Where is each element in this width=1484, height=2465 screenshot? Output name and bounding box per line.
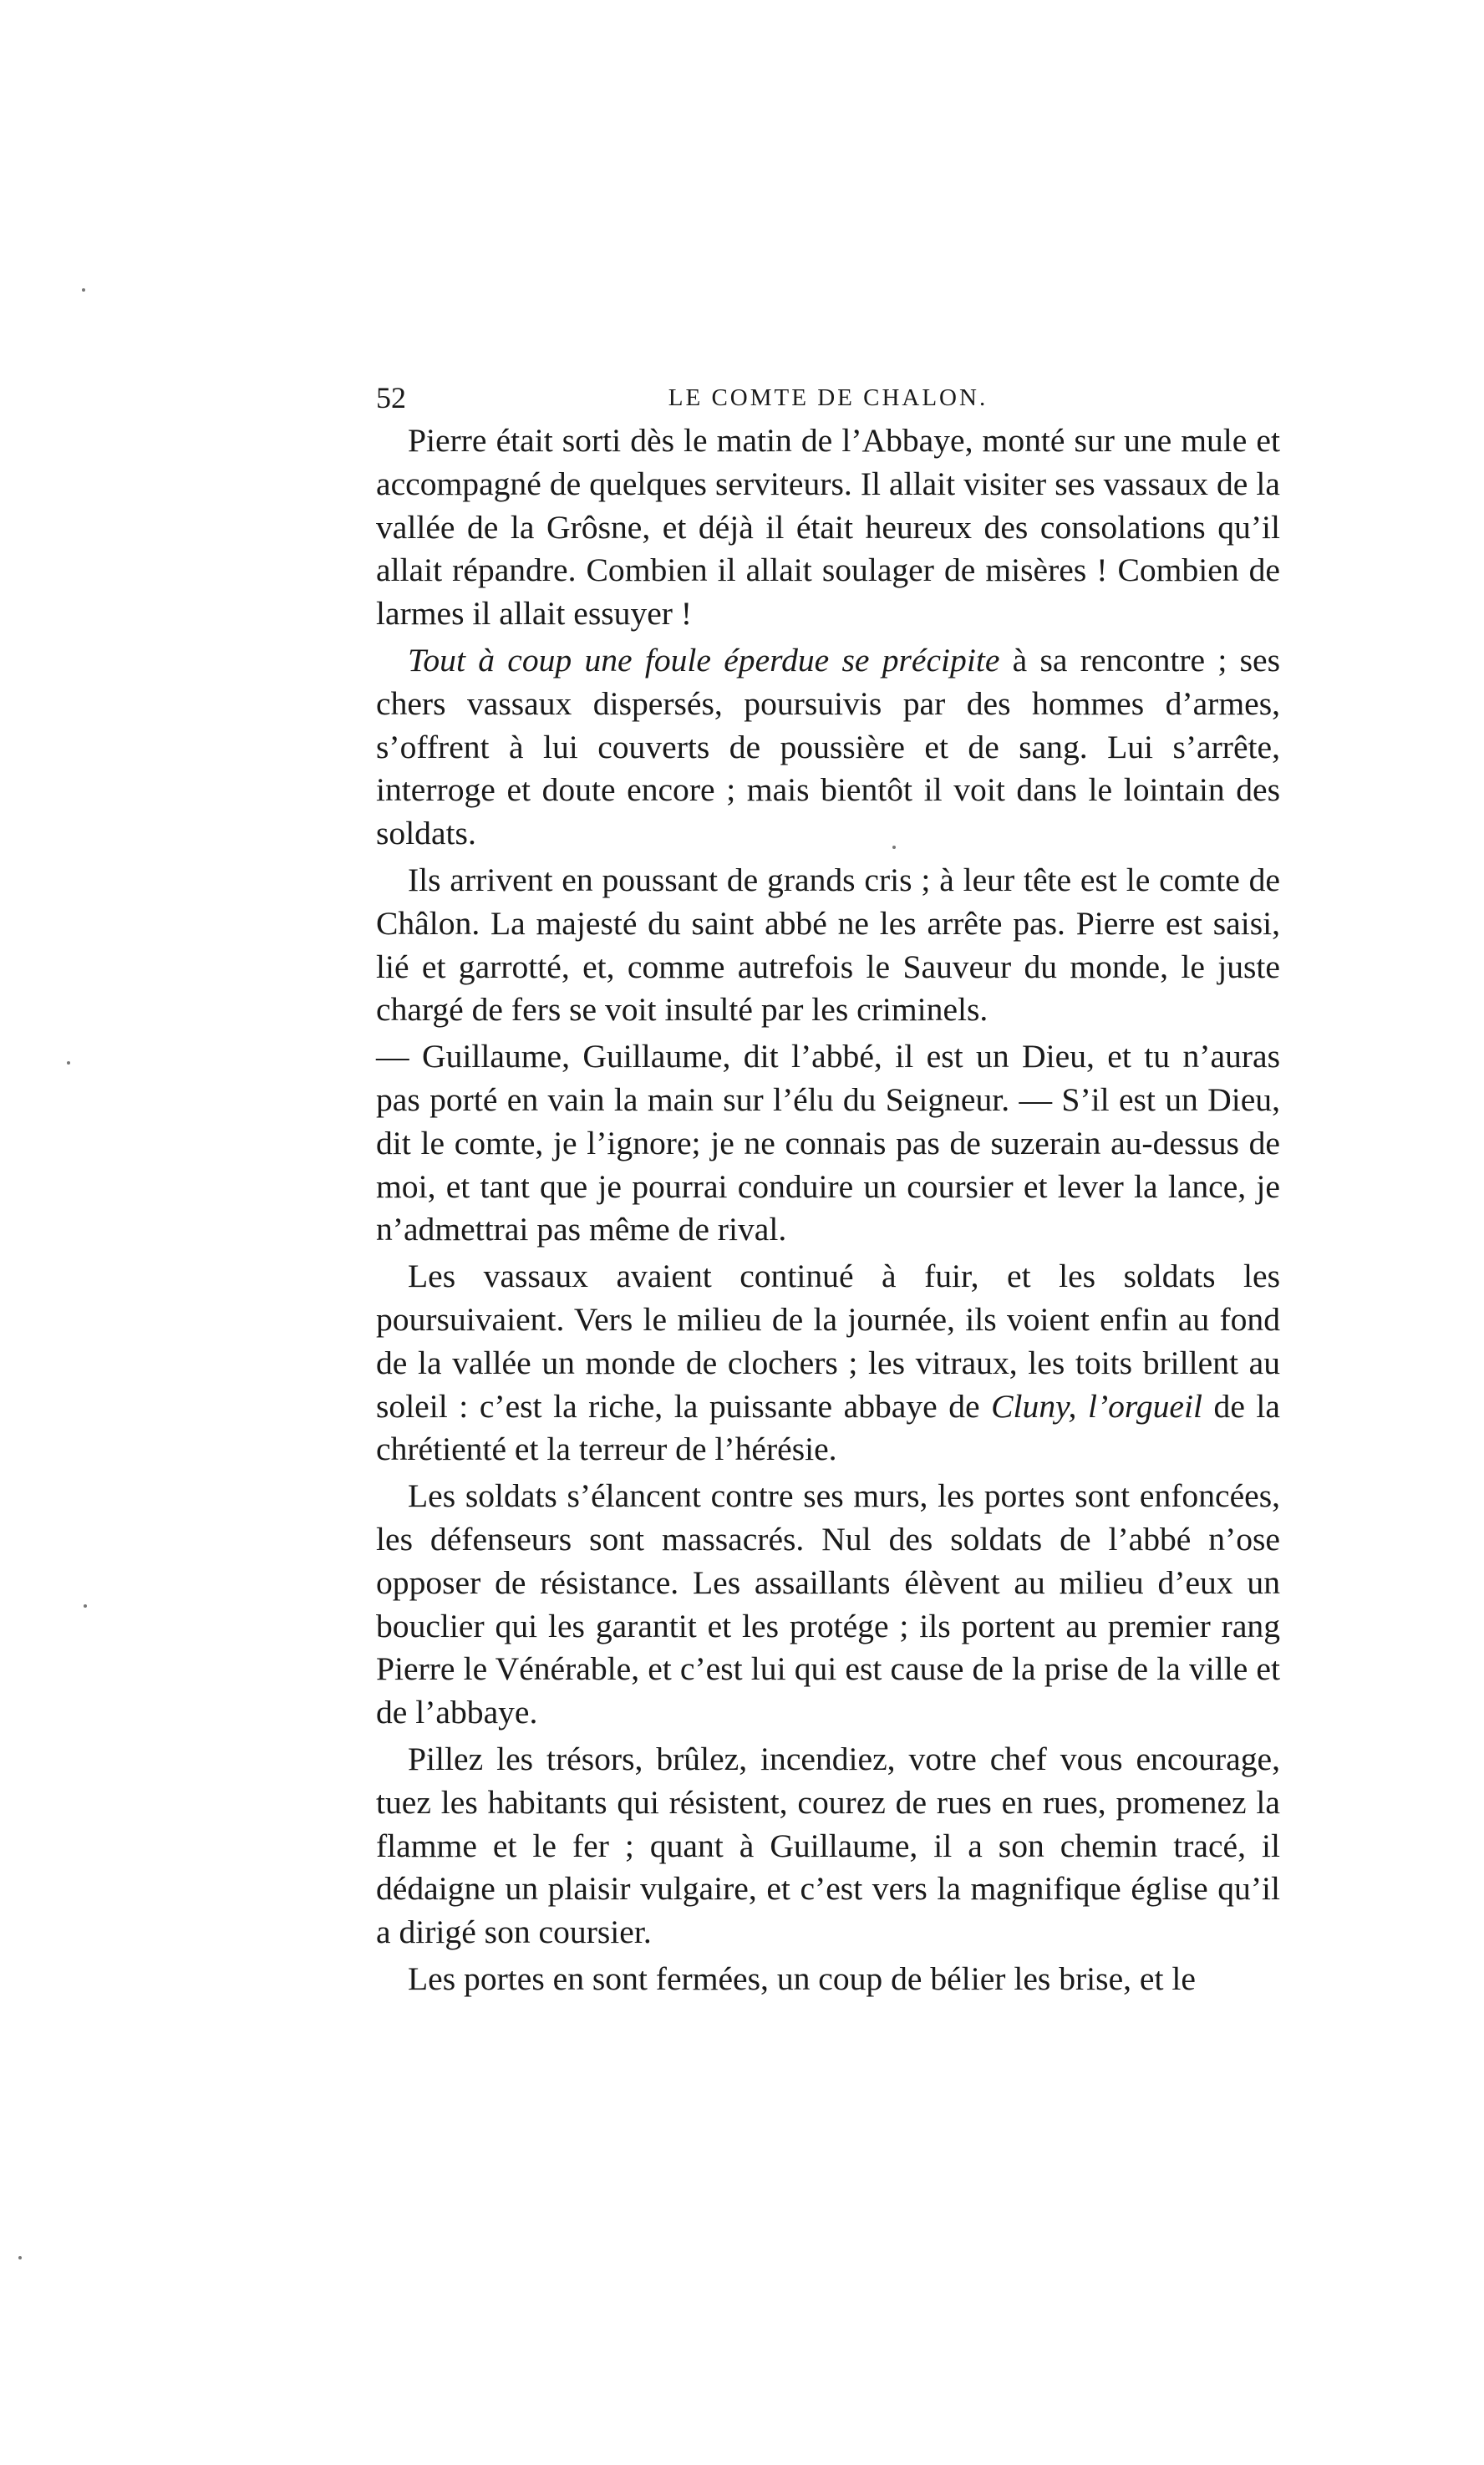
text-segment: Ils arrivent en poussant de grands cris ; à leur tête est le comte de Châlon. La majesté du saint abbé ne les arrête pas. Pierre est saisi, lié et garrotté, et, comme autrefois le Sauveur du monde, le juste chargé de fers se voit insulté par les criminels. — [376, 861, 1280, 1029]
text-segment: Pierre était sorti dès le matin de l’Abbaye, monté sur une mule et accompagné de quelques serviteurs. Il allait visiter ses vassaux de la vallée de la Grôsne, et déjà il était heureux des consolations qu’il allait répandre. Combien il allait soulager de misères ! Combien de larmes il allait essuyer ! — [376, 422, 1280, 633]
body-text — [376, 419, 1280, 2005]
text-segment: Les soldats s’élancent contre ses murs, les portes sont enfoncées, les défenseurs sont massacrés. Nul des soldats de l’abbé n’ose opposer de résistance. Les assaillants élèvent au milieu d’eux un bouclier qui les garantit et les protége ; ils portent au premier rang Pierre le Vénérable, et c’est lui qui est cause de la prise de la ville et de l’abbaye. — [376, 1477, 1280, 1731]
paragraph — [376, 1475, 1280, 1735]
running-title: LE COMTE DE CHALON. — [668, 384, 988, 411]
text-segment: Pillez les trésors, brûlez, incendiez, votre chef vous encourage, tuez les habitants qui résistent, courez de rues en rues, promenez la flamme et le fer ; quant à Guillaume, il a son chemin tracé, il dédaigne un plaisir vulgaire, et c’est vers la magnifique église qu’il a dirigé son coursier. — [376, 1740, 1280, 1951]
text-segment: Les portes en sont fermées, un coup de bélier les brise, et le — [408, 1959, 1196, 1997]
paragraph — [376, 639, 1280, 856]
paragraph — [376, 859, 1280, 1032]
paragraph — [376, 1255, 1280, 1471]
scan-speck — [84, 1604, 87, 1608]
scan-speck — [67, 1061, 70, 1065]
text-segment: de la chrétienté et la terreur de l’hérésie. — [376, 1387, 1280, 1468]
scan-speck — [82, 288, 85, 292]
scan-speck — [18, 2256, 22, 2259]
text-segment: à sa rencontre ; ses chers vassaux dispersés, poursuivis par des hommes d’armes, s’offrent à lui couverts de poussière et de sang. Lui s’arrête, interroge et doute encore ; mais bientôt il voit dans le lointain des soldats. — [376, 641, 1280, 852]
text-segment: — Guillaume, Guillaume, dit l’abbé, il est un Dieu, et tu n’auras pas porté en vain la main sur l’élu du Seigneur. — S’il est un Dieu, dit le comte, je l’ignore; je ne connais pas de suzerain au-dessus de moi, et tant que je pourrai conduire un coursier et lever la lance, je n’admettrai pas même de rival. — [376, 1038, 1280, 1248]
running-head — [376, 374, 1280, 421]
italic-text: Tout à coup une foule éperdue se précipite — [408, 641, 1000, 679]
text-segment: Les vassaux avaient continué à fuir, et les soldats les poursuivaient. Vers le milieu de la journée, ils voient enfin au fond de la vallée un monde de clochers ; les vitraux, les toits brillent au soleil : c’est la riche, la puissante abbaye de — [376, 1258, 1280, 1425]
paragraph — [376, 419, 1280, 636]
paragraph — [376, 1738, 1280, 1954]
italic-text: Cluny, l’orgueil — [991, 1387, 1202, 1425]
paragraph — [376, 1035, 1280, 1252]
paragraph — [376, 1958, 1280, 2001]
scan-speck — [892, 846, 896, 849]
page-number: 52 — [376, 381, 406, 414]
